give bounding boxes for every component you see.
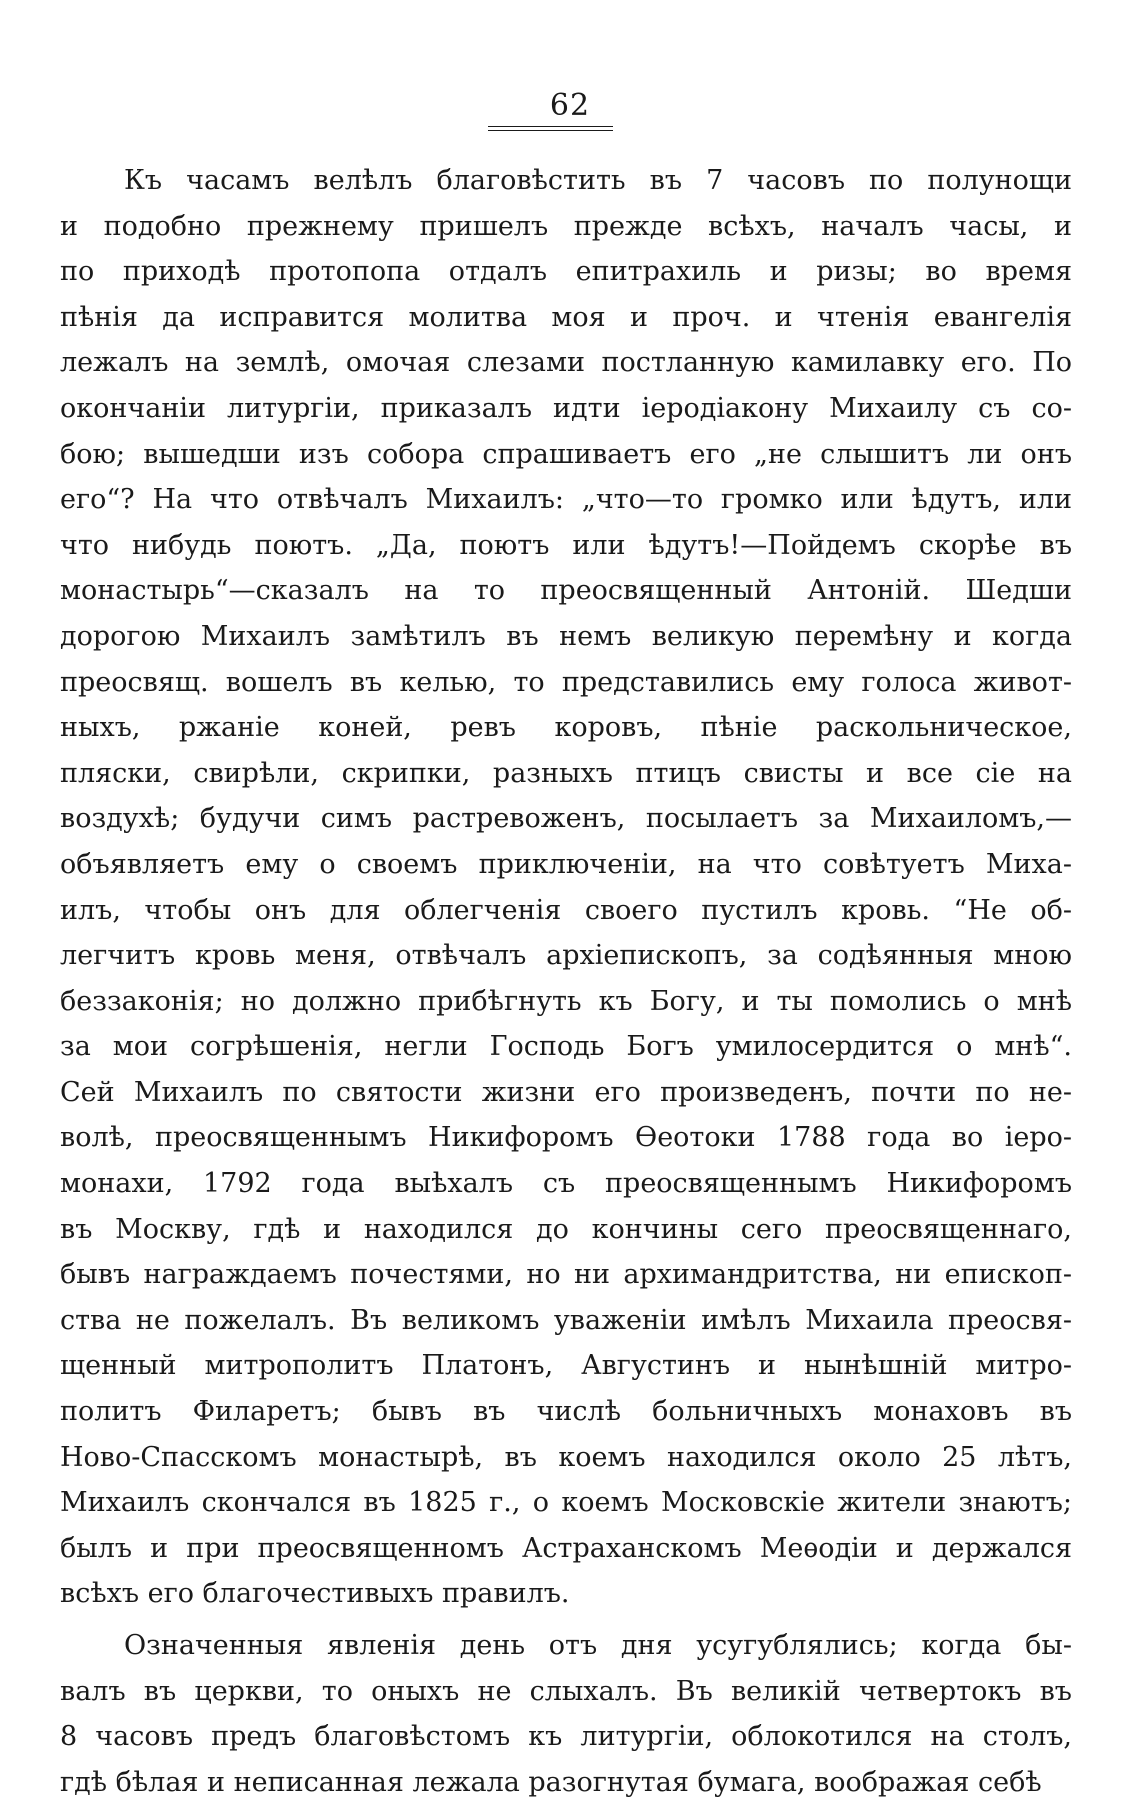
page-number: 62 xyxy=(549,88,591,123)
text-line: лежалъ на землѣ, омочая слезами постланную камилавку его. По xyxy=(60,347,1072,379)
text-line: валъ въ церкви, то оныхъ не слыхалъ. Въ великій четвертокъ въ xyxy=(60,1675,1072,1707)
text-line: всѣхъ его благочестивыхъ правилъ. xyxy=(60,1578,570,1610)
text-line: его“? На что отвѣчалъ Михаилъ: „что—то громко или ѣдутъ, или xyxy=(60,484,1072,516)
page-number-rule xyxy=(488,126,613,127)
text-line: щенный митрополитъ Платонъ, Августинъ и нынѣшній митро- xyxy=(60,1350,1072,1382)
paragraph xyxy=(60,1623,1072,1805)
text-line: легчитъ кровь меня, отвѣчалъ архіепископъ, за содѣянныя мною xyxy=(60,940,1072,972)
text-line: политъ Филаретъ; бывъ въ числѣ больничныхъ монаховъ въ xyxy=(60,1396,1072,1428)
text-line: въ Москву, гдѣ и находился до кончины сего преосвященнаго, xyxy=(60,1213,1072,1245)
text-line: за мои согрѣшенія, негли Господь Богъ умилосердится о мнѣ“. xyxy=(60,1031,1072,1063)
text-line: 8 часовъ предъ благовѣстомъ къ литургіи, облокотился на столъ, xyxy=(60,1721,1072,1753)
text-line: ныхъ, ржаніе коней, ревъ коровъ, пѣніе раскольническое, xyxy=(60,712,1072,744)
text-line: ства не пожелалъ. Въ великомъ уваженіи имѣлъ Михаила преосвя- xyxy=(60,1304,1072,1336)
text-line: волѣ, преосвященнымъ Никифоромъ Ѳеотоки 1788 года во іеро- xyxy=(60,1122,1072,1154)
text-line: гдѣ бѣлая и неписанная лежала разогнутая бумага, воображая себѣ xyxy=(60,1766,1042,1798)
text-line: окончаніи литургіи, приказалъ идти іеродіакону Михаилу съ со- xyxy=(60,392,1072,424)
text-line: бывъ награждаемъ почестями, но ни архимандритства, ни епископ- xyxy=(60,1259,1072,1291)
text-line: бою; вышедши изъ собора спрашиваетъ его „не слышитъ ли онъ xyxy=(60,438,1072,470)
text-line: Означенныя явленія день отъ дня усугублялись; когда бы- xyxy=(124,1630,1072,1661)
text-line: беззаконія; но должно прибѣгнуть къ Богу, и ты помолись о мнѣ xyxy=(60,985,1072,1017)
text-line: что нибудь поютъ. „Да, поютъ или ѣдутъ!—Пойдемъ скорѣе въ xyxy=(60,529,1072,561)
text-line: Ново-Спасскомъ монастырѣ, въ коемъ находился около 25 лѣтъ, xyxy=(60,1441,1072,1473)
text-line: былъ и при преосвященномъ Астраханскомъ Меѳодіи и держался xyxy=(60,1532,1072,1564)
text-line: Сей Михаилъ по святости жизни его произведенъ, почти по не- xyxy=(60,1076,1072,1108)
text-line: Къ часамъ велѣлъ благовѣстить въ 7 часовъ по полунощи xyxy=(124,165,1072,196)
text-line: дорогою Михаилъ замѣтилъ въ немъ великую перемѣну и когда xyxy=(60,620,1072,652)
text-line: илъ, чтобы онъ для облегченія своего пустилъ кровь. “Не об- xyxy=(60,894,1072,926)
text-line: монахи, 1792 года выѣхалъ съ преосвященнымъ Никифоромъ xyxy=(60,1168,1072,1200)
text-line: по приходѣ протопопа отдалъ епитрахиль и ризы; во время xyxy=(60,256,1072,288)
body-text xyxy=(60,158,1072,1811)
text-line: объявляетъ ему о своемъ приключеніи, на что совѣтуетъ Миха- xyxy=(60,848,1072,880)
text-line: пляски, свирѣли, скрипки, разныхъ птицъ свисты и все сіе на xyxy=(60,757,1072,789)
paragraph xyxy=(60,158,1072,1617)
page-number-rule-double xyxy=(488,130,613,131)
text-line: Михаилъ скончался въ 1825 г., о коемъ Московскіе жители знаютъ; xyxy=(60,1487,1072,1519)
text-line: воздухѣ; будучи симъ растревоженъ, посылаетъ за Михаиломъ,— xyxy=(60,803,1072,835)
text-line: монастырь“—сказалъ на то преосвященный Антоній. Шедши xyxy=(60,575,1072,607)
text-line: пѣнія да исправится молитва моя и проч. и чтенія евангелія xyxy=(60,301,1072,333)
text-line: и подобно прежнему пришелъ прежде всѣхъ, началъ часы, и xyxy=(60,210,1072,242)
text-line: преосвящ. вошелъ въ келью, то представились ему голоса живот- xyxy=(60,666,1072,698)
